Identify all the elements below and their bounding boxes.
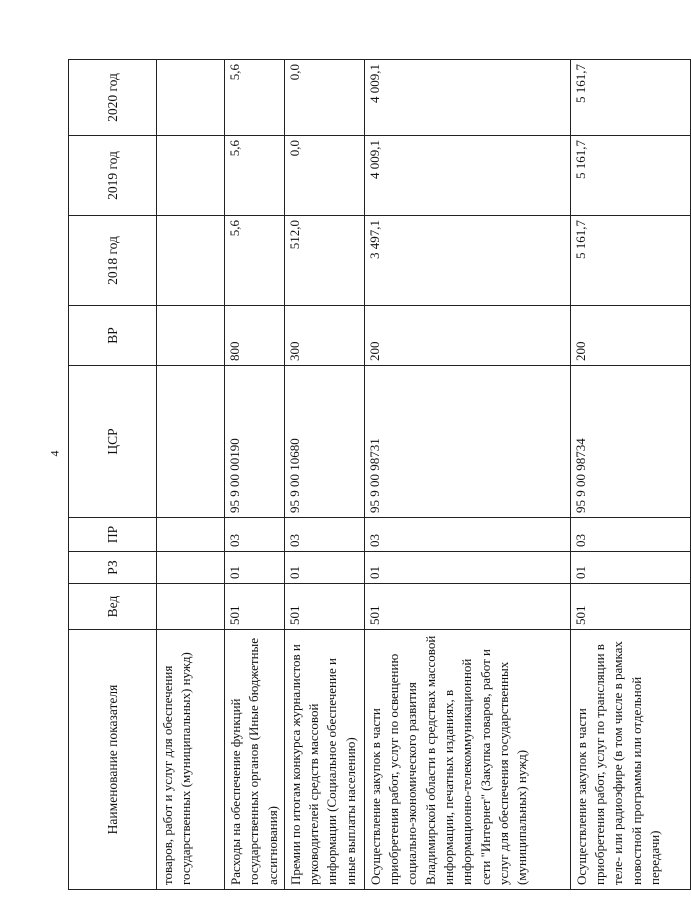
row-2018: 512,0 <box>284 216 364 306</box>
row-rz: 01 <box>284 552 364 584</box>
header-ved: Вед <box>69 584 157 630</box>
row-rz: 01 <box>225 552 285 584</box>
row-rz: 01 <box>570 552 690 584</box>
header-2019: 2019 год <box>69 136 157 216</box>
table-header-row <box>69 60 157 890</box>
row-csr: 95 9 00 98731 <box>364 366 570 518</box>
row-name: товаров, работ и услуг для обеспечения государственных (муниципальных) нужд) <box>157 630 225 890</box>
header-vr: ВР <box>69 306 157 366</box>
row-rz: 01 <box>364 552 570 584</box>
header-name: Наименование показателя <box>69 630 157 890</box>
row-name: Премии по итогам конкурса журналистов и руководителей средств массовой информации (Социальное обеспечение и иные выплаты населению) <box>284 630 364 890</box>
row-2019: 0,0 <box>284 136 364 216</box>
row-pr: 03 <box>225 518 285 552</box>
row-ved <box>157 584 225 630</box>
row-ved: 501 <box>225 584 285 630</box>
row-pr: 03 <box>284 518 364 552</box>
row-pr <box>157 518 225 552</box>
row-rz <box>157 552 225 584</box>
budget-table-container <box>68 60 663 890</box>
row-2020 <box>157 60 225 136</box>
row-csr: 95 9 00 10680 <box>284 366 364 518</box>
row-2020: 5,6 <box>225 60 285 136</box>
row-2020: 4 009,1 <box>364 60 570 136</box>
row-2018: 3 497,1 <box>364 216 570 306</box>
row-2019: 4 009,1 <box>364 136 570 216</box>
row-2018: 5 161,7 <box>570 216 690 306</box>
row-2019: 5,6 <box>225 136 285 216</box>
row-pr: 03 <box>570 518 690 552</box>
table-row <box>225 60 285 890</box>
row-csr <box>157 366 225 518</box>
row-pr: 03 <box>364 518 570 552</box>
row-2020: 5 161,7 <box>570 60 690 136</box>
table-row <box>157 60 225 890</box>
row-vr: 200 <box>364 306 570 366</box>
row-name: Осуществление закупок в части приобретения работ, услуг по трансляции в теле- или радиоэфире (в том числе в рамках новостной программы или отдельной передачи) <box>570 630 690 890</box>
row-csr: 95 9 00 00190 <box>225 366 285 518</box>
header-2018: 2018 год <box>69 216 157 306</box>
row-2019: 5 161,7 <box>570 136 690 216</box>
row-vr: 200 <box>570 306 690 366</box>
row-csr: 95 9 00 98734 <box>570 366 690 518</box>
row-2018 <box>157 216 225 306</box>
row-2019 <box>157 136 225 216</box>
row-ved: 501 <box>364 584 570 630</box>
header-2020: 2020 год <box>69 60 157 136</box>
table-row <box>284 60 364 890</box>
row-vr: 800 <box>225 306 285 366</box>
row-ved: 501 <box>284 584 364 630</box>
table-row <box>570 60 690 890</box>
row-2020: 0,0 <box>284 60 364 136</box>
row-vr: 300 <box>284 306 364 366</box>
row-ved: 501 <box>570 584 690 630</box>
header-pr: ПР <box>69 518 157 552</box>
header-csr: ЦСР <box>69 366 157 518</box>
table-row <box>364 60 570 890</box>
row-vr <box>157 306 225 366</box>
row-name: Расходы на обеспечение функций государственных органов (Иные бюджетные ассигнования) <box>225 630 285 890</box>
page-number: 4 <box>47 450 62 457</box>
header-rz: РЗ <box>69 552 157 584</box>
row-2018: 5,6 <box>225 216 285 306</box>
budget-table <box>68 59 691 890</box>
row-name: Осуществление закупок в части приобретения работ, услуг по освещению социально-экономического развития Владимирской области в средствах массовой информации, печатных изданиях, в информационно-телекоммуникационной сети "Интернет" (Закупка товаров, работ и услуг для обеспечения государственных (муниципальных) нужд) <box>364 630 570 890</box>
